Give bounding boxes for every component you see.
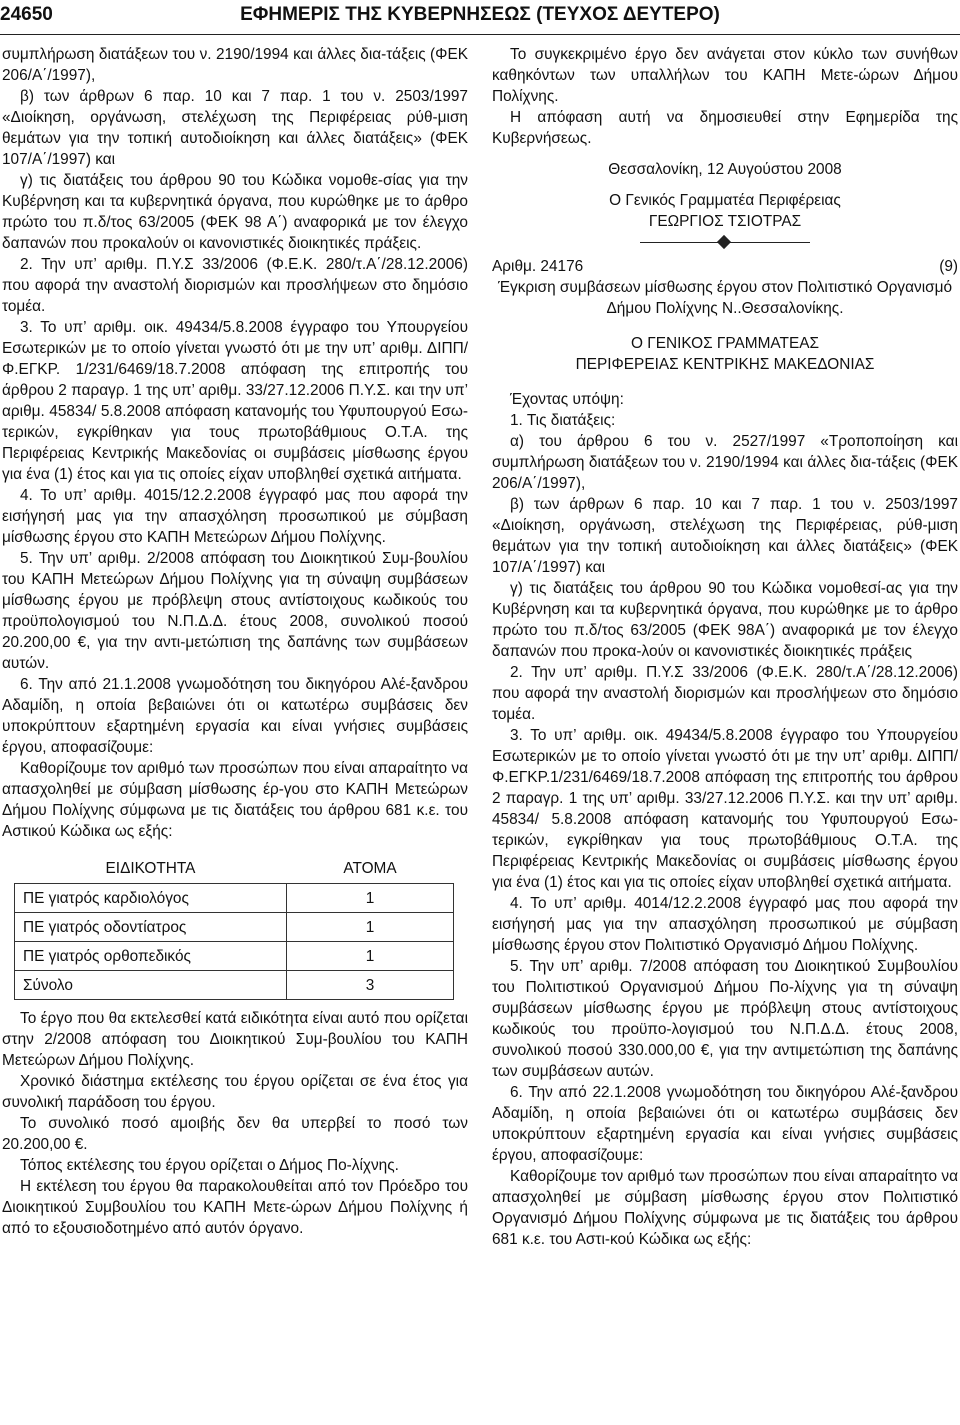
paragraph: 4. Το υπ’ αριθμ. 4014/12.2.2008 έγγραφό μας που αφορά την εισήγησή μας για την απασχόληση προσωπικού με σύμβαση μίσθωσης έργου στον Πολιτιστικό Οργανισμό Δήμου Πολίχνης.: [492, 895, 958, 954]
page-header: [0, 0, 960, 35]
staff-table: [14, 854, 454, 1000]
table-cell: ΠΕ γιατρός ορθοπεδικός: [15, 942, 287, 971]
paragraph: 3. Το υπ’ αριθμ. οικ. 49434/5.8.2008 έγγραφο του Υπουργείου Εσωτερικών με το οποίο γίνεται γνωστό ότι με την υπ’ αριθμ. ΔΙΠΠ/Φ.ΕΓΚΡ.1/231/6469/18.7.2008 απόφαση της επιτροπής του άρθρου 2 παραγρ. 1 της υπ’ αριθμ. 33/27.12.2006 Π.Υ.Σ. και την υπ’ αριθμ. 45834/ 5.8.2008 απόφαση κατανομής του Υφυπουργού Εσω-τερικών, εγκρίθηκαν για τους πρωτοβάθμιους Ο.Τ.Α. της Περιφέρειας Κεντρικής Μακεδονίας οι συμβάσεις μίσθωσης έργου για ένα (1) έτος και για τις οποίες είχαν υποβληθεί σχετικά αιτήματα.: [492, 727, 958, 891]
decision-heading: [492, 256, 958, 277]
table-row: [15, 942, 454, 971]
paragraph: 4. Το υπ’ αριθμ. 4015/12.2.2008 έγγραφό μας που αφορά την εισήγησή μας για την απασχόληση προσωπικού με σύμβαση μίσθωσης έργου στο ΚΑΠΗ Μετεώρων Δήμου Πολίχνης.: [2, 487, 468, 546]
paragraph: Το έργο που θα εκτελεσθεί κατά ειδικότητα είναι αυτό που ορίζεται στην 2/2008 απόφαση του Διοικητικού Συμ-βουλίου του ΚΑΠΗ Μετεώρων Δήμου Πολίχνης.: [2, 1010, 468, 1069]
paragraph: Το συγκεκριμένο έργο δεν ανάγεται στον κύκλο των συνήθων καθηκόντων των υπαλλήλων του ΚΑΠΗ Μετε-ώρων Δήμου Πολίχνης.: [492, 46, 958, 105]
table-row: [15, 913, 454, 942]
signer-role: Ο Γενικός Γραμματέα Περιφέρειας: [609, 192, 841, 209]
authority-line: ΠΕΡΙΦΕΡΕΙΑΣ ΚΕΝΤΡΙΚΗΣ ΜΑΚΕΔΟΝΙΑΣ: [575, 356, 875, 373]
section-separator: [640, 236, 810, 250]
paragraph: Τόπος εκτέλεσης του έργου ορίζεται ο Δήμος Πο-λίχνης.: [20, 1157, 399, 1174]
table-cell: 1: [287, 913, 454, 942]
paragraph: 2. Την υπ’ αριθμ. Π.Υ.Σ 33/2006 (Φ.Ε.Κ. 280/τ.Α΄/28.12.2006) που αφορά την αναστολή διορισμών και προσλήψεων στο δημόσιο τομέα.: [492, 664, 958, 723]
paragraph: Καθορίζουμε τον αριθμό των προσώπων που είναι απαραίτητο να απασχοληθεί με σύμβαση μίσθωσης έργου στον Πολιτιστικό Οργανισμό Δήμου Πολίχνης σύμφωνα με τις διατάξεις του άρθρου 681 κ.ε. του Αστι-κού Κώδικα ως εξής:: [492, 1168, 958, 1248]
page-number: 24650: [0, 4, 53, 25]
paragraph: Καθορίζουμε τον αριθμό των προσώπων που είναι απαραίτητο να απασχοληθεί με σύμβαση μίσθωσης έρ-γου στο ΚΑΠΗ Μετεώρων Δήμου Πολίχνης σύμφωνα με τις διατάξεις του άρθρου 681 κ.ε. του Αστικού Κώδικα ως εξής:: [2, 760, 468, 840]
gazette-title: ΕΦΗΜΕΡΙΣ ΤΗΣ ΚΥΒΕΡΝΗΣΕΩΣ (ΤΕΥΧΟΣ ΔΕΥΤΕΡΟ): [240, 4, 720, 25]
paragraph: Το συνολικό ποσό αμοιβής δεν θα υπερβεί το ποσό των 20.200,00 €.: [2, 1115, 468, 1153]
paragraph: 6. Την από 21.1.2008 γνωμοδότηση του δικηγόρου Αλέ-ξανδρου Αδαμίδη, η οποία βεβαιώνει ότι οι κατωτέρω συμβάσεις δεν υποκρύπτουν εξαρτημένη εργασία και είναι γνήσιες συμβάσεις έργου, αποφασίζουμε:: [2, 676, 468, 756]
paragraph: Χρονικό διάστημα εκτέλεσης του έργου ορίζεται σε ένα έτος για συνολική παράδοση του έργου.: [2, 1073, 468, 1111]
paragraph: 5. Την υπ’ αριθμ. 7/2008 απόφαση του Διοικητικού Συμβουλίου του Πολιτιστικού Οργανισμού Δήμου Πο-λίχνης για τη σύναψη συμβάσεων μίσθωσης έργου με πρόβλεψη στους αντίστοιχους κωδικούς του προϋπο-λογισμού του Ν.Π.Δ.Δ. έτους 2008, συνολικού ποσού 330.000,00 €, για την αντιμετώπιση της δαπάνης των συμβάσεων αυτών.: [492, 958, 958, 1080]
table-cell: ΠΕ γιατρός οδοντίατρος: [15, 913, 287, 942]
decision-index: (9): [939, 258, 958, 275]
signer-name: ΓΕΩΡΓΙΟΣ ΤΣΙΟΤΡΑΣ: [648, 213, 802, 230]
column-header: ΕΙΔΙΚΟΤΗΤΑ: [105, 860, 196, 877]
paragraph: α) του άρθρου 6 του ν. 2527/1997 «Τροποποίηση και συμπλήρωση διατάξεων του ν. 2190/1994 και άλλες δια-τάξεις (ΦΕΚ 206/Α΄/1997),: [492, 433, 958, 492]
paragraph: β) των άρθρων 6 παρ. 10 και 7 παρ. 1 του ν. 2503/1997 «Διοίκηση, οργάνωση, στελέχωση της Περιφέρειας, ρύθ-μιση θεμάτων για την τοπική αυτοδιοίκηση και άλλες διατάξεις» (ΦΕΚ 107/Α΄/1997) και: [492, 496, 958, 576]
paragraph: συμπλήρωση διατάξεων του ν. 2190/1994 και άλλες δια-τάξεις (ΦΕΚ 206/Α΄/1997),: [2, 46, 468, 84]
table-cell: Σύνολο: [15, 971, 287, 1000]
left-column: [2, 44, 468, 1239]
table-cell: ΠΕ γιατρός καρδιολόγος: [15, 884, 287, 913]
table-total-row: [15, 971, 454, 1000]
paragraph: Η εκτέλεση του έργου θα παρακολουθείται από τον Πρόεδρο του Διοικητικού Συμβουλίου του ΚΑΠΗ Μετε-ώρων Δήμου Πολίχνης ή από το εξουσιοδοτημένο από αυτόν όργανο.: [2, 1178, 468, 1237]
table-cell: 1: [287, 942, 454, 971]
table-cell: 1: [287, 884, 454, 913]
paragraph: 3. Το υπ’ αριθμ. οικ. 49434/5.8.2008 έγγραφο του Υπουργείου Εσωτερικών με το οποίο γίνεται γνωστό ότι με την υπ’ αριθμ. ΔΙΠΠ/Φ.ΕΓΚΡ. 1/231/6469/18.7.2008 απόφαση της επιτροπής του άρθρου 2 παραγρ. 1 της υπ’ αριθμ. 33/27.12.2006 Π.Υ.Σ. και την υπ’ αριθμ. 45834/ 5.8.2008 απόφαση κατανομής του Υφυπουργού Εσω-τερικών, εγκρίθηκαν για τους πρωτοβάθμιους Ο.Τ.Α. της Περιφέρειας Κεντρικής Μακεδονίας οι συμβάσεις μίσθωσης έργου για ένα (1) έτος και για τις οποίες είχαν υποβληθεί σχετικά αιτήματα.: [2, 319, 468, 483]
paragraph: β) των άρθρων 6 παρ. 10 και 7 παρ. 1 του ν. 2503/1997 «Διοίκηση, οργάνωση, στελέχωση της Περιφέρειας ρύθ-μιση θεμάτων για την τοπική αυτοδιοίκηση και άλλες διατάξεις» (ΦΕΚ 107/Α΄/1997) και: [2, 88, 468, 168]
table-row: [15, 884, 454, 913]
paragraph: γ) τις διατάξεις του άρθρου 90 του Κώδικα νομοθε-σίας για την Κυβέρνηση και τα κυβερνητικά όργανα, που κυρώθηκε με το άρθρο πρώτο του π.δ/τος 63/2005 (ΦΕΚ 98 Α΄) αναφορικά με τον έλεγχο δαπανών που προκαλούν οι κανονιστικές διοικητικές πράξεις.: [2, 172, 468, 252]
paragraph: Η απόφαση αυτή να δημοσιευθεί στην Εφημερίδα της Κυβερνήσεως.: [492, 109, 958, 147]
authority-line: Ο ΓΕΝΙΚΟΣ ΓΡΑΜΜΑΤΕΑΣ: [630, 335, 819, 352]
paragraph: 2. Την υπ’ αριθμ. Π.Υ.Σ 33/2006 (Φ.Ε.Κ. 280/τ.Α΄/28.12.2006) που αφορά την αναστολή διορισμών και προσλήψεων στο δημόσιο τομέα.: [2, 256, 468, 315]
having-in-view: Έχοντας υπόψη:: [510, 391, 624, 408]
paragraph: γ) τις διατάξεις του άρθρου 90 του Κώδικα νομοθεσί-ας για την Κυβέρνηση και τα κυβερνητικά όργανα, που κυρώθηκε με το άρθρο πρώτο του π.δ/τος 63/2005 (ΦΕΚ 98Α΄) αναφορικά με τον έλεγχο δαπανών που προκα-λούν οι κανονιστικές διοικητικές πράξεις: [492, 580, 958, 660]
table-header-row: [15, 854, 454, 884]
paragraph: 6. Την από 22.1.2008 γνωμοδότηση του δικηγόρου Αλέ-ξανδρου Αδαμίδη, η οποία βεβαιώνει ότι οι κατωτέρω συμβάσεις δεν υποκρύπτουν εξαρτημένη εργασία και είναι γνήσιες συμβάσεις έργου, αποφασίζουμε:: [492, 1084, 958, 1164]
paragraph: 5. Την υπ’ αριθμ. 2/2008 απόφαση του Διοικητικού Συμ-βουλίου του ΚΑΠΗ Μετεώρων Δήμου Πολίχνης για τη σύναψη συμβάσεων μίσθωσης έργου με πρόβλεψη στους αντίστοιχους κωδικούς του προϋπολογισμού του Ν.Π.Δ.Δ. έτους 2008, συνολικού ποσού 20.200,00 €, για την αντι-μετώπιση της δαπάνης των συμβάσεων αυτών.: [2, 550, 468, 672]
decision-title: Έγκριση συμβάσεων μίσθωσης έργου στον Πολιτιστικό Οργανισμό Δήμου Πολίχνης Ν..Θεσσαλονίκης.: [497, 279, 953, 317]
decision-number: Αριθμ. 24176: [492, 258, 584, 275]
column-header: ΑΤΟΜΑ: [343, 860, 397, 877]
place-date: Θεσσαλονίκη, 12 Αυγούστου 2008: [608, 161, 842, 178]
table-cell: 3: [287, 971, 454, 1000]
right-column: [492, 44, 958, 1250]
paragraph: 1. Τις διατάξεις:: [510, 412, 616, 429]
